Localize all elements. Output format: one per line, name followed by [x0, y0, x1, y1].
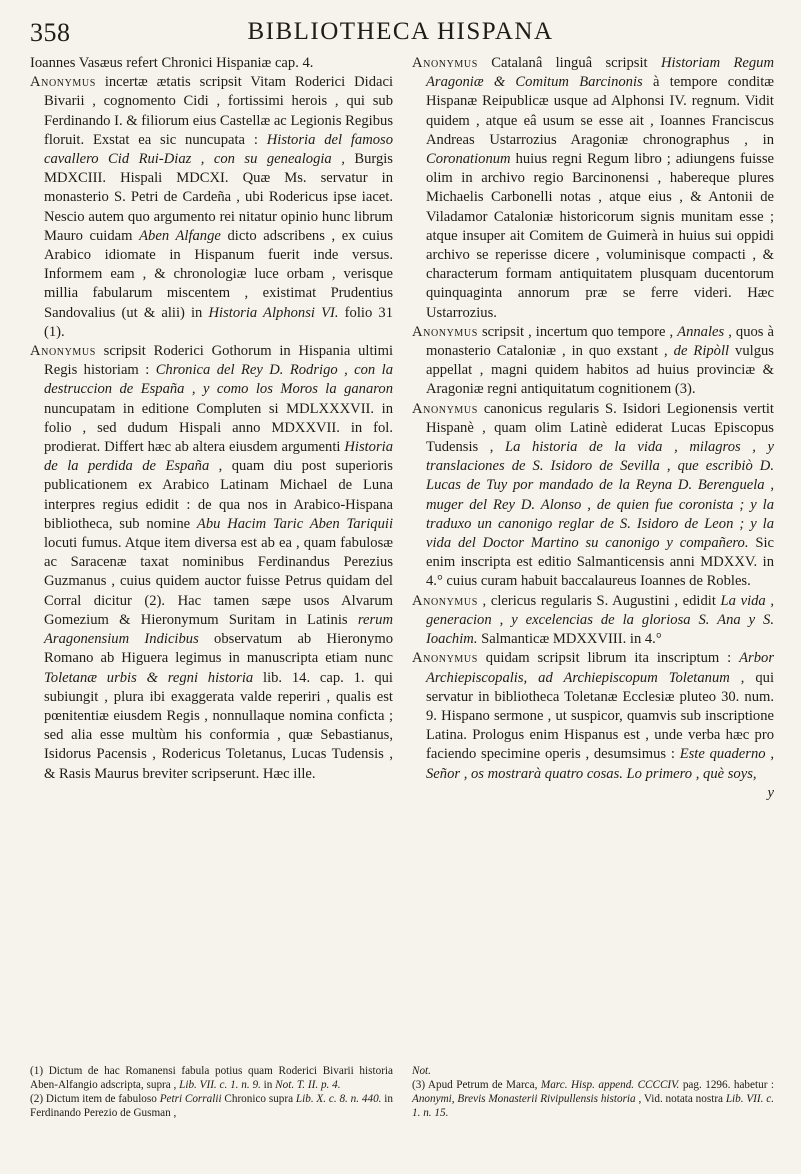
- italic-name: Abu Hacim Taric Aben Tariquii: [196, 515, 393, 532]
- entry-lead: Anonymus: [412, 592, 478, 609]
- text-run: canonicus regularis S. Isidori Legionensis vertit Hispanè , quam olim Latinè ediderat Lucas Episcopus Tudensis ,: [426, 400, 774, 456]
- italic-title: Annales: [677, 323, 725, 340]
- entry-lead: Anonymus: [30, 74, 96, 91]
- page-number: 358: [30, 18, 71, 47]
- italic-ref: Not. T. II. p. 4.: [275, 1079, 341, 1091]
- entry-lead: Anonymus: [412, 650, 478, 667]
- text-run: , qui servatur in bibliotheca Toletanæ Ecclesiæ pluteo 30. num. 9. Hispano sermone , ut suspicor, quamvis sub inscriptione Latina. Prologus enim Hispanus est , unde verba hæc pro faciendo specimine operis , desumsimus :: [426, 669, 775, 763]
- italic-title: Anonymi, Brevis Monasterii Rivipullensis historia: [412, 1093, 636, 1105]
- entry-anonymus-isidoro: [412, 400, 774, 592]
- entry-anonymus-catalan: [412, 54, 774, 323]
- text-run: , clericus regularis S. Augustini , edidit: [477, 592, 721, 609]
- italic-title: Historia del famoso cavallero Cid Rui-Diaz , con su genealogia ,: [44, 131, 394, 168]
- entry-anonymus-arbor: [412, 649, 774, 783]
- italic-title: Chronica del Rey D. Rodrigo , con la destruccion de España , y como los Moros la ganaron: [44, 362, 393, 398]
- italic-title: Historia de la perdida de España: [44, 439, 393, 475]
- italic-title: La vida , generacion , y excelencias de la gloriosa S. Ana y S. Ioachim.: [426, 592, 774, 648]
- text-run: pag. 1296. habetur :: [679, 1079, 775, 1091]
- entry-lead: Anonymus: [30, 343, 96, 360]
- italic-quote: Este quaderno , Señor , os mostrarà quatro cosas. Lo primero , què soys,: [426, 746, 775, 782]
- italic-ref: Lib. VII. c. 1. n. 9.: [179, 1079, 261, 1091]
- italic-title: Coronationum: [426, 151, 511, 168]
- italic-title: rerum Aragonensium Indicibus: [44, 611, 393, 648]
- page-header: [0, 14, 801, 47]
- text-run: incertæ ætatis scripsit Vitam Roderici Didaci Bivarii , cognomento Cidi , fortissimi herois , qui sub Ferdinando I. & filiorum eius Castellæ ac Legionis Regibus floruit. Exstat ea sic nuncupata :: [44, 74, 393, 148]
- text-run: nuncupatam in editione Compluten si MDLXXXVII. in folio , sed dudum Hispali anno MDXXVII. in fol. prodierat. Differt hæc ab altera eiusdem argumenti: [44, 400, 393, 456]
- footnotes-right: [412, 1064, 774, 1120]
- text-run: folio 31 (1).: [44, 304, 393, 340]
- text-run: Ioannes Vasæus refert Chronici Hispaniæ cap. 4.: [30, 55, 314, 71]
- text-run: Salmanticæ MDXXVIII. in 4.°: [477, 631, 662, 648]
- text-run: , quos à monasterio Cataloniæ , in quo exstant ,: [426, 323, 774, 360]
- entry-lead: Anonymus: [412, 55, 478, 71]
- footnote-1: [30, 1064, 393, 1092]
- text-run: huius regni Regum libro ; adiungens fuisse olim in archivo regio Barcinonensi , habereque plures Michaelis Carbonelli notas , atque eius , & Antonii de Viladamor Cataloniæ historicorum signis munitam esse ; atque insuper ait Comitem de Guimerà in huius sui oppidi archivo se reperisse dicere , voluminisque compacti , & characterum formam antiquitatem plusquam ducentorum quinquaginta annorum præ se ferre videri. Hæc Ustarrozius.: [426, 151, 774, 321]
- italic-name: de Ripòll: [673, 343, 730, 360]
- text-run: quidam scripsit librum ita inscriptum :: [477, 650, 740, 667]
- text-run: (2) Dictum item de fabuloso: [30, 1093, 160, 1105]
- text-run: , Vid. notata nostra: [635, 1093, 726, 1105]
- entry-anonymus-augustini: [412, 592, 774, 650]
- text-run: Catalanâ linguâ scripsit: [477, 55, 661, 71]
- italic-ref: Lib. VII. c. 1. n. 15.: [412, 1093, 774, 1119]
- text-run: in: [260, 1079, 276, 1091]
- entry-lead: Anonymus: [412, 400, 478, 417]
- italic-title: La historia de la vida , milagros , y translaciones de S. Isidoro de Sevilla , que escribiò D. Lucas de Tuy por mandado de la Reyna D. Berenguela , muger del Rey D. Alonso , de quien fue coronista ; y la traduxo un canonigo reglar de S. Isidoro de Leon ; y la vida del Doctor Martino su canonigo y compañero.: [426, 439, 774, 552]
- italic-ref: Marc. Hisp. append. CCCCIV.: [540, 1079, 680, 1091]
- italic-title: Arbor Archiepiscopalis, ad Archiepiscopum Toletanum: [426, 650, 774, 686]
- text-run: locuti fumus. Atque item diversa est ab ea , quam fabulosæ ac Saracenæ taxat nominibus Ferdinandus Perezius Guzmanus , cuius quidem auctor fuisse Petrus quidam del Corral dicitur (2). Hac tamen sæpe usos Alvarum Gomezium & Hieronymum Suritam in Latinis: [44, 535, 393, 628]
- italic-title: Historiam Regum Aragoniæ & Comitum Barcinonis: [426, 55, 774, 91]
- text-run: dicto adscribens , ex cuius Arabico idiomate in Hispanum fuerit inde versus. Informem eam , & chronologiæ luce orbam , verisque millia fabularum miscentem , existimat Prudentius Sandovalius (ut & alii) in: [44, 227, 394, 321]
- text-run: , quam diu post superioris publicationem ex Arabico Latinam Michael de Luna interpres regius edidit : de qua nos in Arabico-Hispana bibliotheca, sub nomine: [44, 458, 393, 532]
- text-run: Chronico supra: [221, 1093, 296, 1105]
- italic-name: Petri Corralii: [159, 1093, 222, 1105]
- running-head: BIBLIOTHECA HISPANA: [247, 18, 554, 45]
- italic-title: Historia Alphonsi VI.: [208, 304, 339, 321]
- catchword: y: [767, 784, 774, 801]
- left-column: [30, 54, 393, 784]
- italic-ref: Lib. X. c. 8. n. 440.: [295, 1093, 382, 1105]
- right-column: [412, 54, 774, 803]
- text-run: Sic enim inscripta est editio Salmanticensis anni MDXXV. in 4.° cuius curam habuit baccalaureus Ioannes de Robles.: [426, 535, 774, 590]
- italic-title: Toletanæ urbis & regni historia: [44, 669, 254, 686]
- text-run: (1) Dictum de hac Romanensi fabula potius quam Roderici Bivarii historia Aben-Alfangio adscripta, supra ,: [30, 1065, 393, 1091]
- footnotes-left: [30, 1064, 393, 1120]
- text-run: (3) Apud Petrum de Marca,: [412, 1079, 541, 1091]
- text-run: scripsit , incertum quo tempore ,: [477, 323, 678, 340]
- entry-lead: Anonymus: [412, 323, 478, 340]
- footnote-2: [30, 1092, 393, 1120]
- text-run: lib. 14. cap. 1. qui subiungit , plura ibi exaggerata valde reperiri , qualis est pœnitentiæ eiusdem Regis , nonnullaque nomina conficta ; sed alia esse multùm his conformia , quæ Sebastianus, Isidorus Pacensis , Rodericus Toletanus, Lucas Tudensis , & Rasis Maurus breviter scripserunt. Hæc ille.: [44, 669, 393, 782]
- text-run: Burgis MDXCIII. Hispali MDCXI. Quæ Ms. servatur in monasterio S. Petri de Cardeña , ubi Rodericus ipse iacet. Nescio autem quo argumento rei nitatur opinio hunc librum Mauro cuidam: [44, 151, 393, 244]
- footnote-3: [412, 1078, 774, 1120]
- entry-anonymus-annales: [412, 323, 774, 400]
- entry-anonymus-rodrigo: [30, 342, 393, 784]
- footnote-2-continued: [412, 1064, 774, 1078]
- italic-name: Aben Alfange: [139, 227, 221, 244]
- text-run: in Ferdinando Perezio de Gusman ,: [30, 1093, 393, 1119]
- italic-ref: Not.: [412, 1065, 431, 1077]
- text-run: à tempore conditæ Hispanæ Reipublicæ usque ad Alphonsi IV. regnum. Vidit quidem , atque eâ usum se esse ait , Ioannes Franciscus Andreas Ustarrozius Aragoniæ chronographus , in: [426, 74, 774, 148]
- paragraph-vasaeus: [30, 54, 393, 73]
- text-run: observatum ab Hieronymo Romano ab Higuera legimus in manuscripta etiam nunc: [44, 631, 393, 667]
- text-run: vulgus appellat , magni quidem habitos ad huius provinciæ & Aragoniæ regni antiquitatum cognitionem (3).: [426, 343, 774, 398]
- text-run: scripsit Roderici Gothorum in Hispania ultimi Regis historiam :: [44, 343, 393, 379]
- entry-anonymus-cid: [30, 73, 393, 342]
